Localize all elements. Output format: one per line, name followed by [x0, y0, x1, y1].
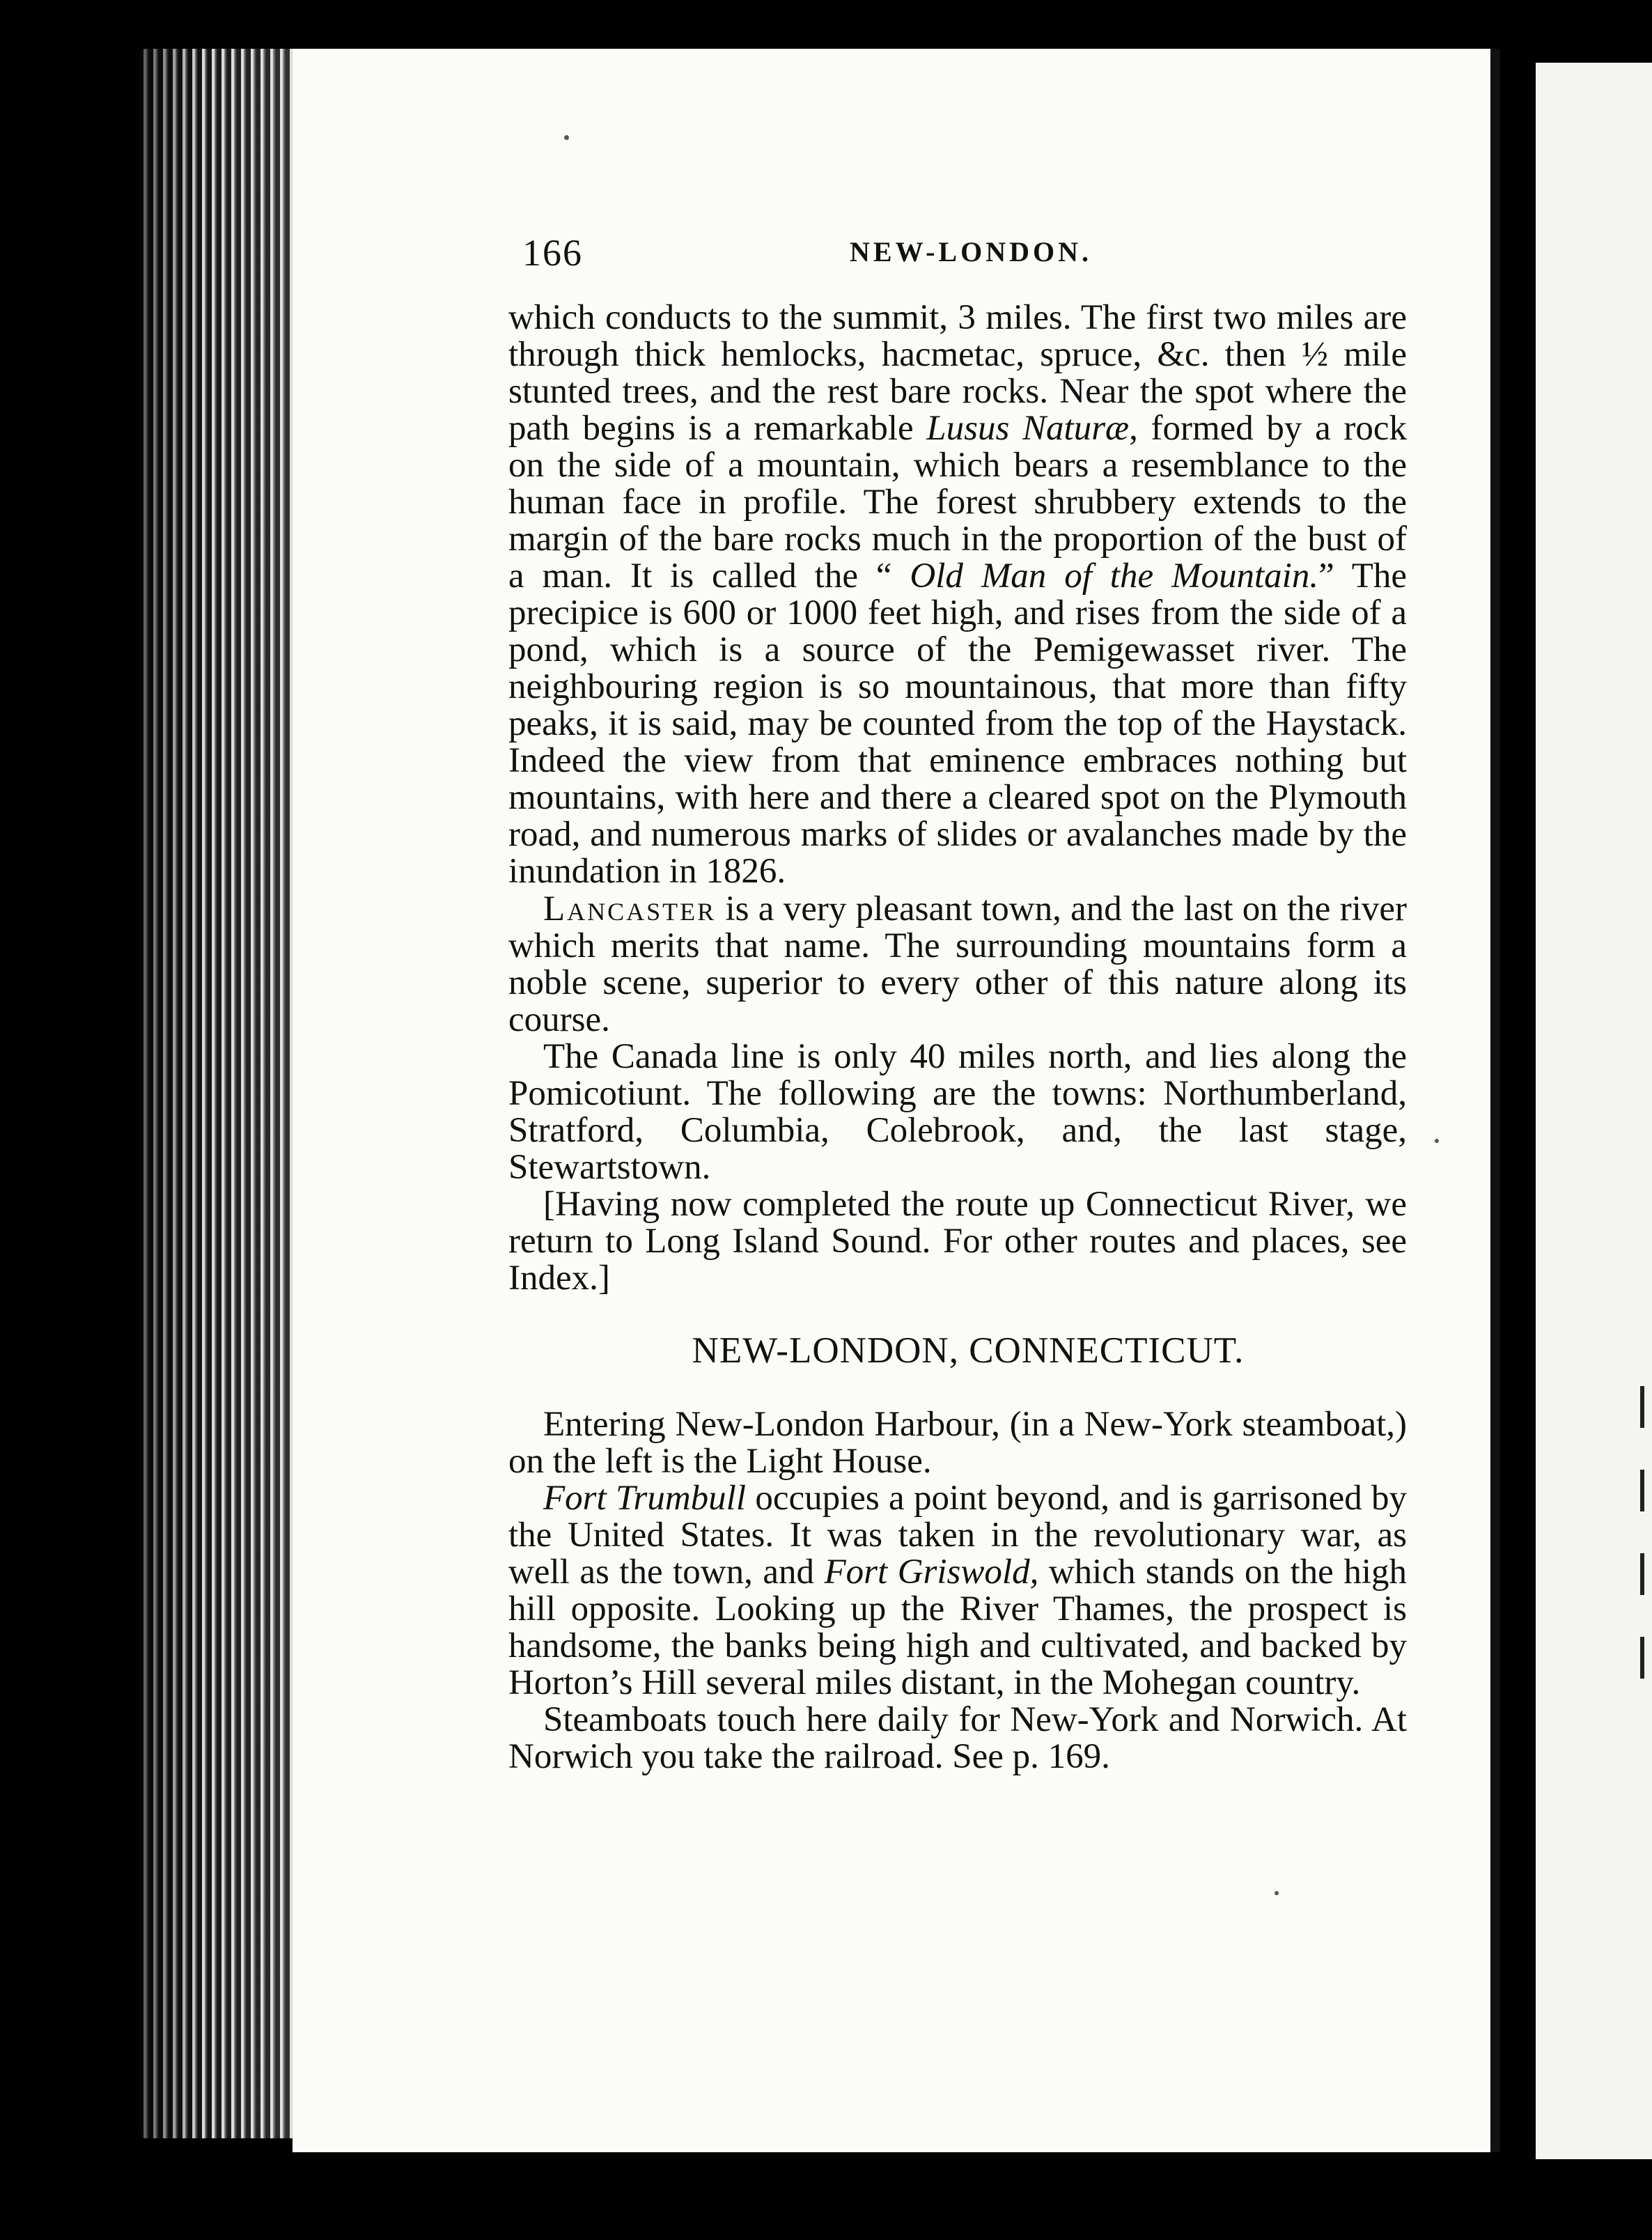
- text-run: , formed by a rock on the side of a mountain, which bears a resemblance to the human face in profile. The forest shrubbery extends to the margin of the bare rocks much in the proportion of the bust of a man. It is called the “: [508, 409, 1408, 596]
- paragraph: [508, 891, 1407, 1039]
- page-number: 166: [522, 232, 583, 274]
- facing-page-edge: [1536, 63, 1652, 2159]
- book-page-edges: [139, 49, 299, 2138]
- edge-mark: [1640, 1553, 1644, 1595]
- text-run: Entering New-London Harbour, (in a New-York steamboat,) on the left is the Light House.: [508, 1404, 1407, 1481]
- edge-mark: [1640, 1470, 1644, 1511]
- text-run: which stands on the high hill opposite. Looking up the River Thames, the prospect is handsome, the banks being high and cultivated, and backed by Horton’s Hill several miles distant, in the Mohegan country.: [508, 1553, 1407, 1703]
- edge-mark: [1640, 1386, 1644, 1428]
- paragraph: [508, 1480, 1407, 1702]
- paragraphs: [508, 300, 1407, 1297]
- section-paragraphs: [508, 1406, 1407, 1775]
- paragraph: [508, 1406, 1407, 1480]
- book-page: [293, 49, 1500, 2152]
- ink-speck: [564, 135, 569, 140]
- paragraph: [508, 1186, 1407, 1297]
- ink-speck: [1435, 1139, 1439, 1143]
- text-run: is a very pleasant town, and the last on the river which merits that name. The surrounding mountains form a noble scene, superior to every other of this nature along its course.: [508, 889, 1407, 1039]
- ink-speck: [1275, 1891, 1279, 1895]
- italic-text: Lusus Naturæ: [926, 409, 1130, 449]
- text-run: [Having now completed the route up Connecticut River, we return to Long Island Sound. For other routes and places, see Index.]: [508, 1184, 1407, 1298]
- italic-text: Old Man of the Mountain.: [910, 557, 1319, 596]
- text-run: The Canada line is only 40 miles north, and lies along the Pomicotiunt. The following are the towns: Northumberland, Stratford, Columbia, Colebrook, and, the last stage, Stewartstown.: [508, 1036, 1407, 1187]
- small-caps-text: Lancaster: [543, 889, 717, 928]
- paragraph: [508, 1702, 1407, 1775]
- body-text: [508, 300, 1407, 1775]
- text-run: ” The precipice is 600 or 1000 feet high, and rises from the side of a pond, which is a source of the Pemigewasset river. The neighbouring region is so mountainous, that more than fifty peaks, it is said, may be counted from the top of the Haystack. Indeed the view from that eminence embraces nothing but mountains, with here and there a cleared spot on the Plymouth road, and numerous marks of slides or avalanches made by the inundation in 1826.: [508, 557, 1407, 892]
- italic-text: Fort Griswold,: [824, 1553, 1039, 1592]
- text-run: Steamboats touch here daily for New-York and Norwich. At Norwich you take the railroad. See p. 169.: [508, 1700, 1407, 1777]
- section-heading: NEW-LONDON, CONNECTICUT.: [692, 1330, 1245, 1371]
- italic-text: Fort Trumbull: [543, 1479, 747, 1518]
- running-head: [293, 231, 1490, 287]
- running-title: NEW-LONDON.: [850, 236, 1092, 267]
- paragraph: [508, 300, 1407, 891]
- paragraph: [508, 1036, 1407, 1187]
- text-run: which conducts to the summit, 3 miles. The first two miles are through thick hemlocks, hacmetac, spruce, &c. then ½ mile stunted trees, and the rest bare rocks. Near the spot where the path begins is a remarkable: [508, 298, 1407, 449]
- text-run: occupies a point beyond, and is garrisoned by the United States. It was taken in the revolutionary war, as well as the town, and: [508, 1479, 1407, 1592]
- edge-mark: [1640, 1637, 1644, 1679]
